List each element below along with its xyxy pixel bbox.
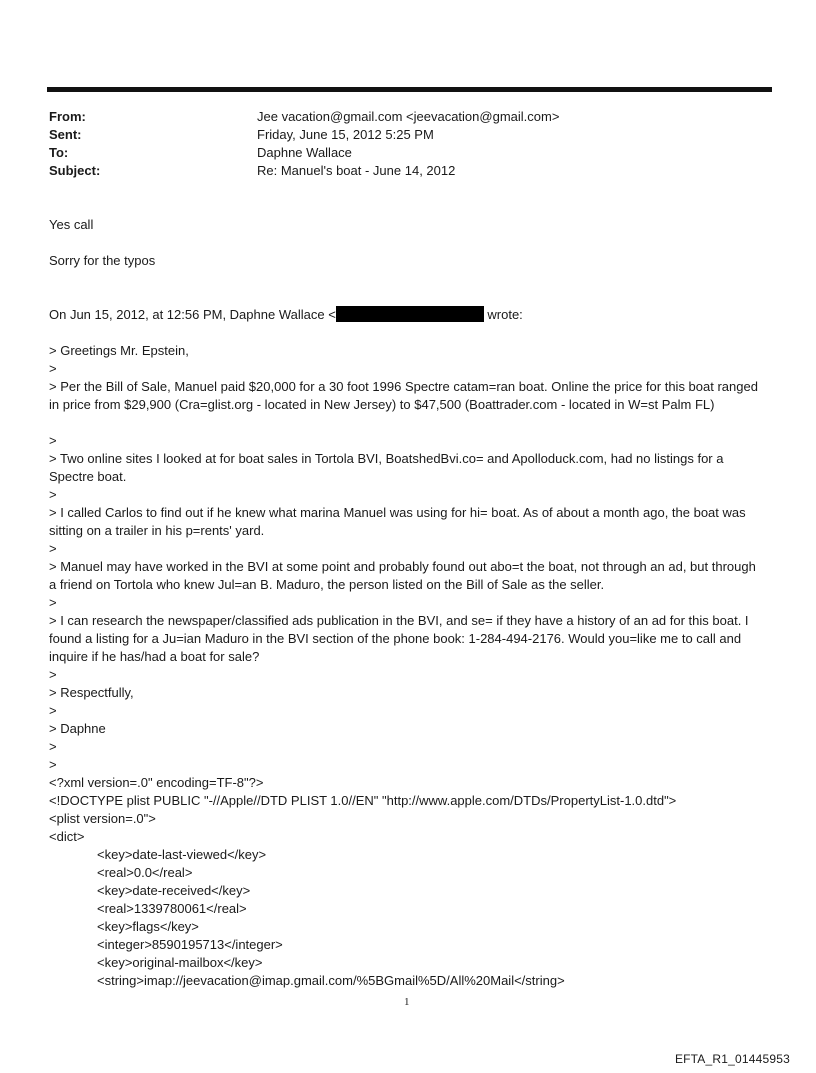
sent-value: Friday, June 15, 2012 5:25 PM <box>257 127 434 142</box>
plist-line: <real>1339780061</real> <box>97 901 247 916</box>
quoted-separator: > <box>49 739 57 754</box>
to-label: To: <box>49 145 69 160</box>
quoted-separator: > <box>49 667 57 682</box>
plist-line: <string>imap://jeevacation@imap.gmail.com/%5BGmail%5D/All%20Mail</string> <box>97 973 565 988</box>
quoted-paragraph-5: > I can research the newspaper/classified ads publication in the BVI, and se= if they have a history of an ad for this boat. I found a listing for a Ju=ian Maduro in the BVI section of the phone book: 1-284-494-2176. Would you=like me to call and inquire if he has/had a boat for sale? <box>49 613 749 664</box>
plist-xml-declaration: <?xml version=.0" encoding=TF-8"?> <box>49 775 264 790</box>
quoted-closing: > Respectfully, <box>49 685 134 700</box>
quoted-separator: > <box>49 757 57 772</box>
quoted-separator: > <box>49 703 57 718</box>
quoted-separator: > <box>49 595 57 610</box>
plist-open-tag: <plist version=.0"> <box>49 811 156 826</box>
plist-line: <key>original-mailbox</key> <box>97 955 263 970</box>
plist-line: <key>flags</key> <box>97 919 199 934</box>
to-value: Daphne Wallace <box>257 145 352 160</box>
bates-number: EFTA_R1_01445953 <box>674 1052 790 1066</box>
quoted-signature: > Daphne <box>49 721 106 736</box>
plist-doctype: <!DOCTYPE plist PUBLIC "-//Apple//DTD PLIST 1.0//EN" "http://www.apple.com/DTDs/PropertyList-1.0.dtd"> <box>49 793 677 808</box>
header-divider <box>47 87 772 92</box>
quoted-paragraph-1: > Per the Bill of Sale, Manuel paid $20,000 for a 30 foot 1996 Spectre catam=ran boat. Online the price for this boat ranged in price from $29,900 (Cra=glist.org - located in New Jersey) to $47,500 (Boattrader.com - located in W=st Palm FL) <box>49 379 758 412</box>
subject-label: Subject: <box>49 163 101 178</box>
quote-intro-before: On Jun 15, 2012, at 12:56 PM, Daphne Wallace < <box>49 307 336 322</box>
quoted-separator: > <box>49 487 57 502</box>
from-value: Jee vacation@gmail.com <jeevacation@gmail.com> <box>257 109 560 124</box>
quoted-separator: > <box>49 541 57 556</box>
plist-dict-open: <dict> <box>49 829 85 844</box>
page-number: 1 <box>404 996 410 1008</box>
from-label: From: <box>49 109 86 124</box>
quote-intro <box>49 306 523 324</box>
quoted-separator: > <box>49 433 57 448</box>
reply-line-2: Sorry for the typos <box>49 253 156 268</box>
quoted-paragraph-3: > I called Carlos to find out if he knew what marina Manuel was using for hi= boat. As of about a month ago, the boat was sitting on a trailer in his p=rents' yard. <box>49 505 746 538</box>
quote-intro-after: wrote: <box>483 307 523 322</box>
quoted-paragraph-2: > Two online sites I looked at for boat sales in Tortola BVI, BoatshedBvi.co= and Apolloduck.com, had no listings for a Spectre boat. <box>49 451 724 484</box>
reply-line-1: Yes call <box>49 217 94 232</box>
redaction-bar <box>336 306 484 322</box>
plist-line: <key>date-last-viewed</key> <box>97 847 267 862</box>
quoted-separator: > <box>49 361 57 376</box>
quoted-greeting: > Greetings Mr. Epstein, <box>49 343 189 358</box>
sent-label: Sent: <box>49 127 82 142</box>
quoted-paragraph-4: > Manuel may have worked in the BVI at some point and probably found out abo=t the boat, not through an ad, but through a friend on Tortola who knew Jul=an B. Maduro, the person listed on the Bill of Sale as the seller. <box>49 559 756 592</box>
plist-line: <key>date-received</key> <box>97 883 251 898</box>
plist-line: <integer>8590195713</integer> <box>97 937 283 952</box>
plist-line: <real>0.0</real> <box>97 865 193 880</box>
subject-value: Re: Manuel's boat - June 14, 2012 <box>257 163 456 178</box>
